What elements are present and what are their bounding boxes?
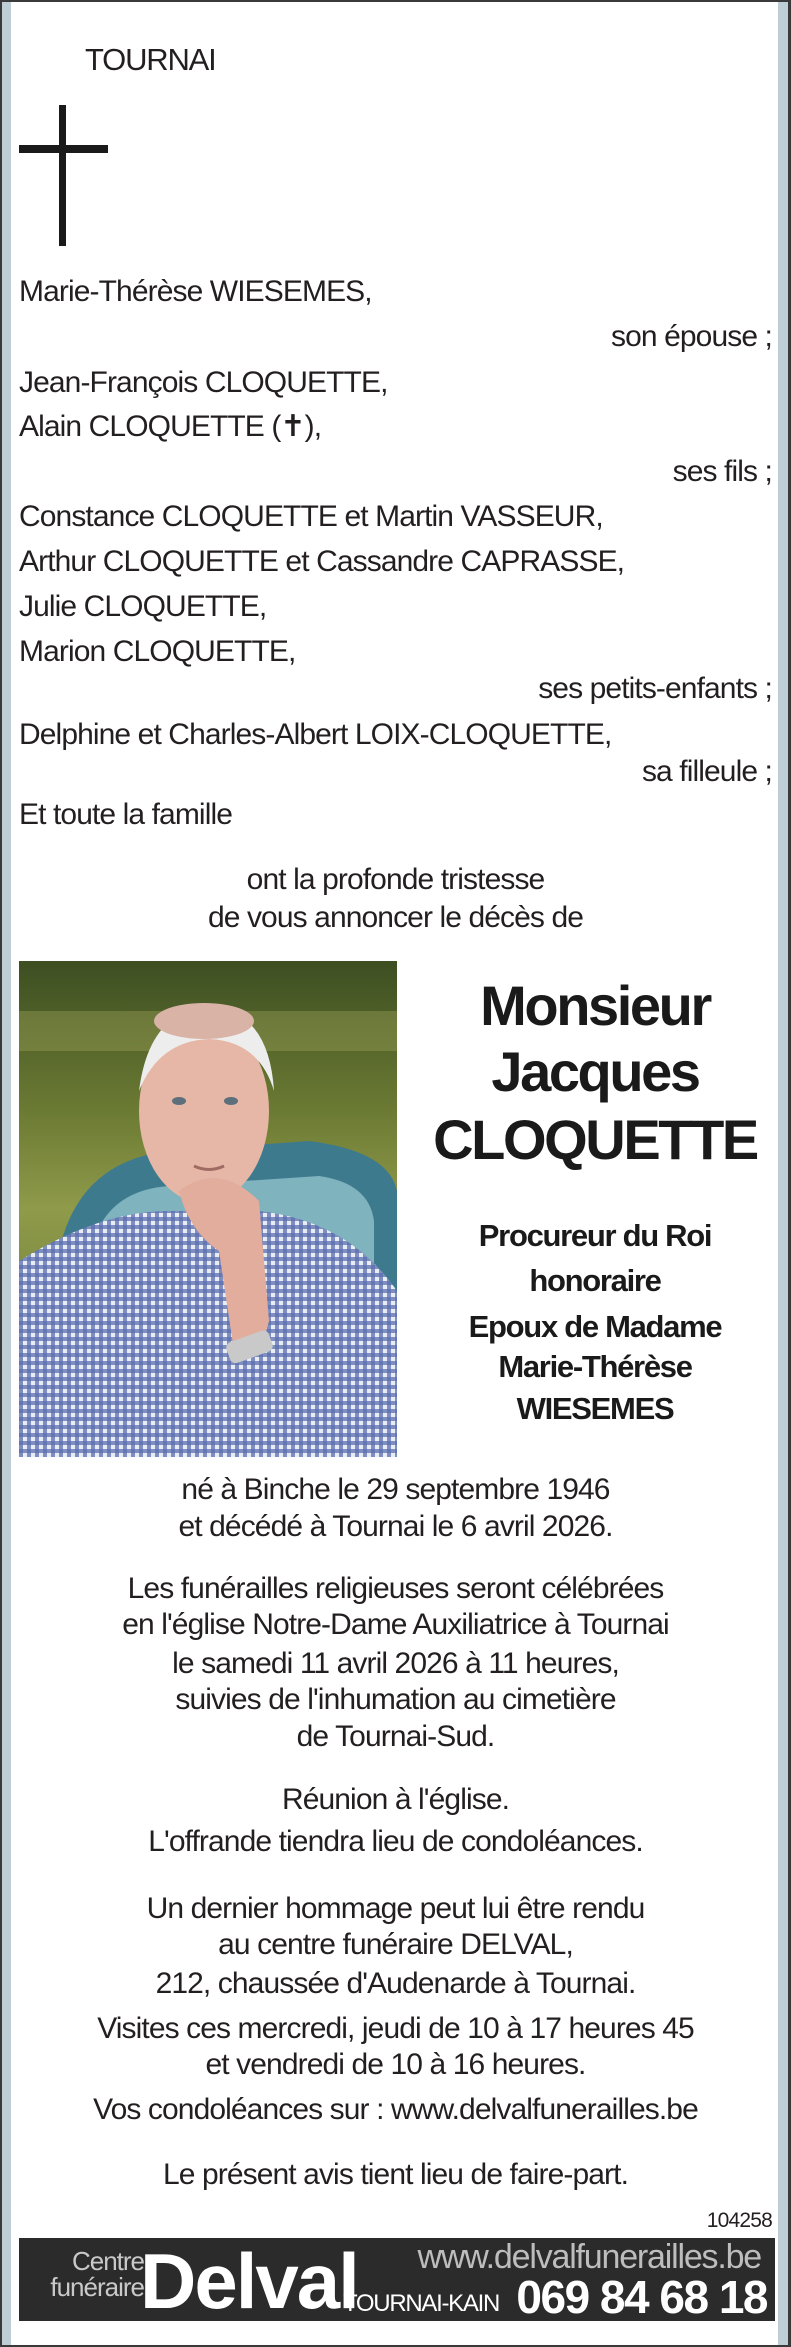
left-side-bar (2, 2, 11, 2345)
visits-line: Visites ces mercredi, jeudi de 10 à 17 heures 45 (97, 2012, 694, 2045)
banner-label (34, 2248, 144, 2300)
family-line: Marion CLOQUETTE, (19, 635, 296, 668)
family-line: Arthur CLOQUETTE et Cassandre CAPRASSE, (19, 545, 625, 578)
family-relation: ses fils ; (672, 455, 772, 488)
family-relation: ses petits-enfants ; (538, 672, 772, 705)
family-line: Alain CLOQUETTE (✝), (19, 410, 322, 443)
banner-label-line-2: funéraire (50, 2272, 144, 2302)
family-line: Constance CLOQUETTE et Martin VASSEUR, (19, 500, 603, 533)
cross-vertical-bar (59, 105, 66, 246)
family-line: Jean-François CLOQUETTE, (19, 366, 388, 399)
deceased-last-name: CLOQUETTE (433, 1108, 757, 1171)
meeting-line: Réunion à l'église. (281, 1783, 510, 1816)
visits-line: et vendredi de 10 à 16 heures. (205, 2048, 586, 2081)
funeral-line: de Tournai-Sud. (296, 1720, 495, 1753)
family-line: Julie CLOQUETTE, (19, 590, 267, 623)
funeral-home-banner (19, 2238, 775, 2321)
funeral-line: le samedi 11 avril 2026 à 11 heures, (172, 1647, 619, 1680)
banner-website-link[interactable]: www.delvalfunerailles.be (417, 2238, 761, 2276)
family-relation: son épouse ; (611, 320, 772, 353)
portrait-photo (19, 961, 397, 1457)
banner-brand: Delval (140, 2238, 358, 2321)
banner-phone: 069 84 68 18 (516, 2271, 767, 2321)
funeral-line: Les funérailles religieuses seront célébrées (127, 1572, 664, 1605)
deceased-function-1: Procureur du Roi (478, 1218, 712, 1253)
place-label: TOURNAI (85, 42, 216, 77)
deceased-function-2: honoraire (529, 1263, 661, 1298)
announcement-line-2: de vous annoncer le décès de (207, 901, 584, 934)
banner-city: TOURNAI-KAIN (343, 2290, 499, 2317)
family-line: Et toute la famille (19, 798, 233, 831)
announcement-line-1: ont la profonde tristesse (246, 863, 545, 896)
family-relation: sa filleule ; (641, 755, 772, 788)
tribute-line: 212, chaussée d'Audenarde à Tournai. (155, 1967, 636, 2000)
deceased-spouse-2: Marie-Thérèse (498, 1349, 692, 1384)
cross-horizontal-bar (19, 145, 108, 153)
tribute-line: Un dernier hommage peut lui être rendu (146, 1892, 645, 1925)
notice-line: Le présent avis tient lieu de faire-part. (162, 2158, 629, 2191)
banner-label-line-1: Centre (71, 2246, 144, 2276)
family-line: Marie-Thérèse WIESEMES, (19, 275, 372, 308)
birth-line: né à Binche le 29 septembre 1946 (181, 1473, 610, 1506)
deceased-spouse-1: Epoux de Madame (468, 1309, 722, 1344)
deceased-title: Monsieur (480, 974, 710, 1037)
tribute-line: au centre funéraire DELVAL, (218, 1928, 573, 1961)
condolences-line: Vos condoléances sur : www.delvalfunerailles.be (93, 2093, 698, 2126)
funeral-line: suivies de l'inhumation au cimetière (175, 1683, 616, 1716)
offering-line: L'offrande tiendra lieu de condoléances. (148, 1825, 643, 1858)
death-line: et décédé à Tournai le 6 avril 2026. (178, 1510, 613, 1543)
right-side-bar (778, 2, 788, 2345)
deceased-first-name: Jacques (491, 1040, 699, 1103)
funeral-line: en l'église Notre-Dame Auxiliatrice à Tournai (122, 1608, 669, 1641)
deceased-spouse-3: WIESEMES (516, 1391, 674, 1426)
reference-number: 104258 (706, 2209, 772, 2232)
family-line: Delphine et Charles-Albert LOIX-CLOQUETTE, (19, 718, 612, 751)
